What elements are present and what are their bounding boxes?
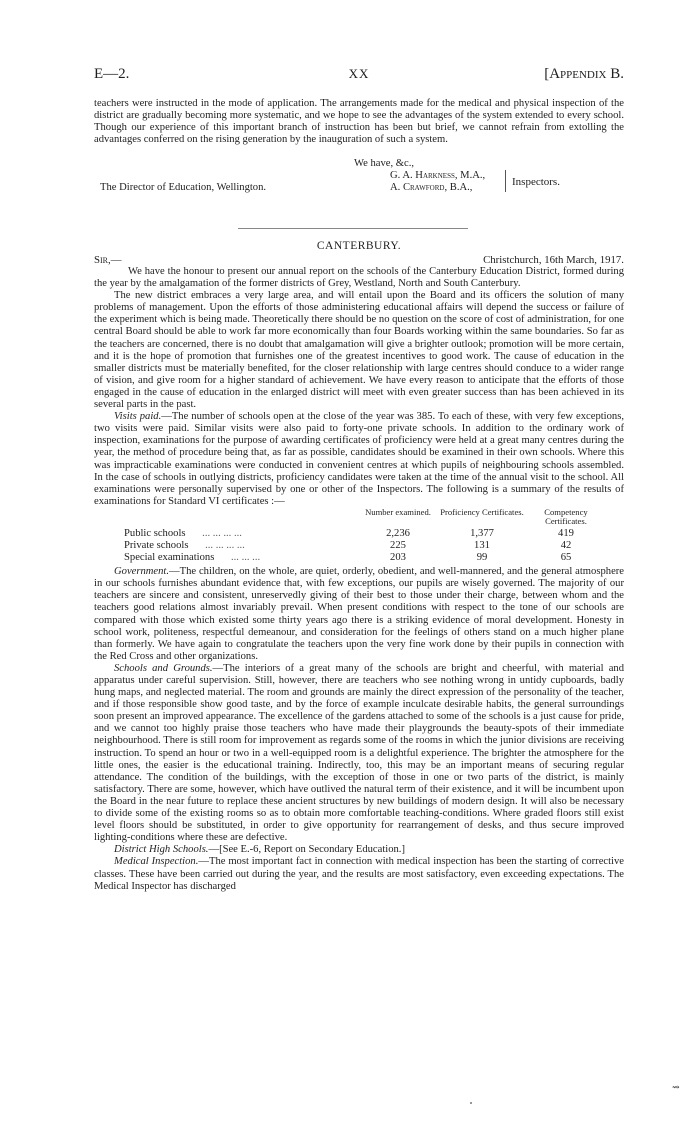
closing-phrase: We have, &c.,	[354, 158, 415, 169]
paragraph-visits	[94, 411, 624, 508]
col-header-proficiency: Proficiency Certificates.	[440, 506, 524, 517]
header-appendix: [Appendix B.	[544, 66, 624, 82]
table-row	[124, 552, 608, 564]
paragraph-medical-inspection	[94, 856, 624, 892]
paragraph-district-high-schools	[94, 844, 624, 856]
cell-examined: 203	[390, 552, 406, 564]
results-table	[124, 508, 608, 564]
government-heading: Government.	[114, 566, 170, 578]
section-divider	[238, 228, 468, 229]
cell-proficiency: 1,377	[470, 527, 494, 539]
row-label: Private schools	[124, 539, 189, 551]
header-ref: E—2.	[94, 66, 130, 82]
col-header-competency: Competency Certificates.	[544, 506, 588, 526]
page-header	[94, 66, 624, 86]
cell-proficiency: 131	[474, 539, 490, 551]
government-text: —The children, on the whole, are quiet, orderly, obedient, and well-mannered, and the general atmosphere in our schools furnishes abundant evidence that, with few exceptions, our pupils are wisely governed. The majority of our teachers are sincere and consistent, unreservedly giving of their best to those under their charge, between whom and the teachers good relations almost invariably prevail. When present conditions with respect to the tone of our schools are compared with those which existed some thirty years ago there is a striking evidence of moral development. Honesty in school work, politeness, respectful demeanour, and consideration for the feelings of others stand on a much higher plane than formerly. We have again to congratulate the teachers upon the very fine work done by their pupils in connection with the Red Cross and other organizations.	[94, 566, 624, 662]
visits-text: —The number of schools open at the close of the year was 385. To each of these, with very few exceptions, two visits were paid. Similar visits were also paid to forty-one private schools. In addition to the ordinary work of inspection, examinations for the purpose of awarding certificates of proficiency were held at a great many centres during the year, the method of procedure being that, as far as possible, candidates should be examined in their own schools. Where this was impracticable examinations were conducted in convenient centres at which pupils of neighbouring schools assembled. In the case of schools in outlying districts, proficiency candidates were taken at the time of the annual visit to the school. All examinations were personally supervised by one or other of the Inspectors. The following is a summary of the results of examinations for Standard VI certificates :—	[94, 411, 624, 507]
ink-speck	[470, 1102, 472, 1104]
signature-block	[94, 158, 624, 218]
paragraph-schools-grounds	[94, 663, 624, 844]
addressee: The Director of Education, Wellington.	[100, 182, 267, 193]
paragraph-government	[94, 566, 624, 663]
table-row	[124, 528, 608, 540]
section-title: CANTERBURY.	[316, 240, 402, 252]
place-date: Christchurch, 16th March, 1917.	[483, 254, 624, 266]
schools-grounds-text: —The interiors of a great many of the schools are bright and cheerful, with material and apparatus under careful supervision. Still, however, there are teachers who see nothing wrong in untidy cupboards, badly hung maps, and neglected material. The room and grounds are mainly the direct expression of the personality of the teacher, and if those responsible show good taste, and by the force of example inculcate desirable habits, the general surroundings soon present an improved appearance. The excellence of the gardens attached to some of the schools is a just cause for pride, and we cannot too highly praise those teachers who have made their playgrounds the beauty-spots of their immediate neighbourhood. There is still room for improvement as regards some of the rooms in which the junior divisions are receiving instruction. To spend an hour or two in a well-equipped room is a delightful experience. The brighter the atmosphere for the little ones, the easier is the educational training. Indirectly, too, this may be an important means of securing regular attendance. The condition of the buildings, with the exception of those in one or two parts of the district, is mainly satisfactory. There are some, however, which have outlived the natural term of their existence, and it will be incumbent upon the Board in the near future to replace these ancient structures by new buildings of modern design. It will also be necessary to divide some of the existing rooms so as to obtain more comfortable teaching-conditions. Where graded floors still exist level floors should be substituted, in order to give opportunity for rearrangement of desks, and thus secure improved lighting-conditions where these are defective.	[94, 662, 624, 844]
salutation: Sir,—	[94, 254, 122, 266]
signatory-1: G. A. Harkness, M.A.,	[390, 170, 486, 181]
leader-dots: ... ... ... ...	[205, 539, 245, 551]
intro-paragraph: teachers were instructed in the mode of application. The arrangements made for the medical and physical inspection of the district are gradually becoming more systematic, and we hope to see the advantages of the system extended to every school. Though our experience of this important branch of instruction has been but brief, we cannot refrain from extolling the advantages conferred on the rising generation by the inauguration of such a system.	[94, 98, 624, 146]
signatory-role: Inspectors.	[512, 176, 560, 188]
row-label: Special examinations	[124, 552, 215, 564]
paragraph-district: The new district embraces a very large area, and will entail upon the Board and its officers the solution of many problems of management. Upon the efforts of those administering educational affairs will depend the success or failure of the experiment which is being made. Theoretically there should be no question on the score of cost of administration, for one central Board should be able to work far more economically than four Boards working within the same boundaries. So far as the teachers are concerned, there is no doubt that amalgamation will give a brighter outlook; promotion will be more certain, and it is the hope of promotion that furnishes one of the greatest incentives to good work. The cause of education in the smaller districts must be materially benefited, for the closer relationship with large centres should conduce to a wider range of vision, and give room for a higher standard of achievement. We have every reason to anticipate that the efforts of those engaged in the cause of education in the enlarged district will meet with even greater success than has been achieved in its several parts in the past.	[94, 290, 624, 411]
cell-examined: 225	[390, 539, 406, 551]
medical-inspection-text: —The most important fact in connection with medical inspection has been the starting of corrective classes. These have been carried out during the year, and the results are most satisfactory, even exceeding expectations. The Medical Inspector has discharged	[94, 856, 624, 892]
cell-competency: 42	[560, 539, 572, 551]
table-row	[124, 540, 608, 552]
cell-competency: 65	[560, 552, 572, 564]
margin-mark: ⇝	[672, 1082, 680, 1092]
signatory-2: A. Crawford, B.A.,	[390, 182, 473, 193]
col-header-examined: Number examined.	[365, 506, 431, 517]
leader-dots: ... ... ...	[230, 552, 261, 564]
table-header-row	[124, 508, 608, 528]
brace-mark	[499, 170, 506, 192]
district-high-schools-heading: District High Schools.	[114, 844, 209, 856]
schools-grounds-heading: Schools and Grounds.	[114, 662, 213, 674]
header-page-number: XX	[348, 66, 370, 81]
district-high-schools-text: —[See E.-6, Report on Secondary Education.]	[208, 844, 405, 856]
cell-examined: 2,236	[386, 527, 410, 539]
report-body	[94, 266, 624, 893]
medical-inspection-heading: Medical Inspection.	[114, 856, 199, 868]
visits-heading: Visits paid.	[114, 411, 162, 423]
cell-competency: 419	[558, 527, 574, 539]
paragraph-intro: We have the honour to present our annual report on the schools of the Canterbury Education District, formed during the year by the amalgamation of the former districts of Grey, Westland, North and South Canterbury.	[94, 266, 624, 290]
intro-block	[94, 98, 624, 146]
row-label: Public schools	[124, 527, 186, 539]
cell-proficiency: 99	[476, 552, 488, 564]
leader-dots: ... ... ... ...	[202, 527, 242, 539]
